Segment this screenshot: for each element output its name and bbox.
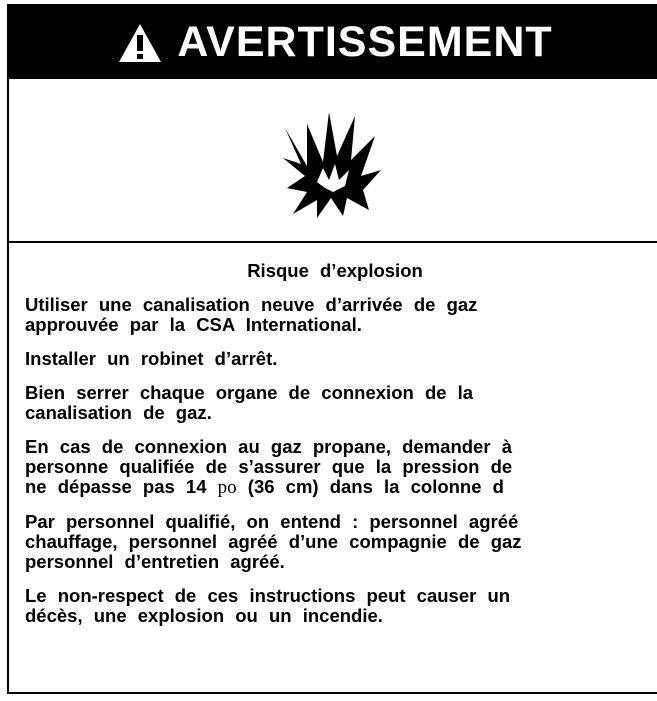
warning-triangle-icon [117, 22, 163, 64]
text-line: En cas de connexion au gaz propane, demander à [25, 436, 512, 457]
unit-text: po [217, 477, 237, 498]
text-line: Installer un robinet d’arrêt. [25, 348, 278, 369]
text-fragment: (36 cm) dans la colonne d [236, 476, 504, 497]
instruction-paragraph [25, 437, 657, 498]
text-line: Le non-respect de ces instructions peut causer un [25, 585, 511, 606]
warning-label [7, 4, 657, 694]
warning-body [9, 243, 657, 626]
text-line: Par personnel qualifié, on entend : personnel agréé [25, 511, 519, 532]
instruction-paragraph [25, 586, 657, 626]
instruction-paragraph [25, 383, 657, 423]
text-line [25, 477, 657, 498]
text-fragment: ne dépasse pas 14 [25, 476, 218, 497]
text-line: chauffage, personnel agréé d’une compagnie de gaz [25, 531, 522, 552]
text-line: personnel d’entretien agréé. [25, 551, 285, 572]
explosion-icon [277, 106, 387, 226]
instruction-paragraph [25, 349, 657, 369]
warning-title: AVERTISSEMENT [177, 18, 553, 66]
text-line: décès, une explosion ou un incendie. [25, 605, 383, 626]
hazard-subtitle: Risque d’explosion [247, 260, 423, 281]
instruction-paragraph [25, 295, 657, 335]
text-line: Utiliser une canalisation neuve d’arrivée de gaz [25, 294, 478, 315]
instruction-paragraph [25, 512, 657, 572]
text-line: personne qualifiée de s’assurer que la pression de [25, 456, 513, 477]
warning-header [9, 6, 657, 79]
text-line: canalisation de gaz. [25, 402, 212, 423]
text-line: approuvée par la CSA International. [25, 314, 362, 335]
text-line: Bien serrer chaque organe de connexion de la [25, 382, 474, 403]
hazard-symbol-panel [9, 79, 657, 243]
